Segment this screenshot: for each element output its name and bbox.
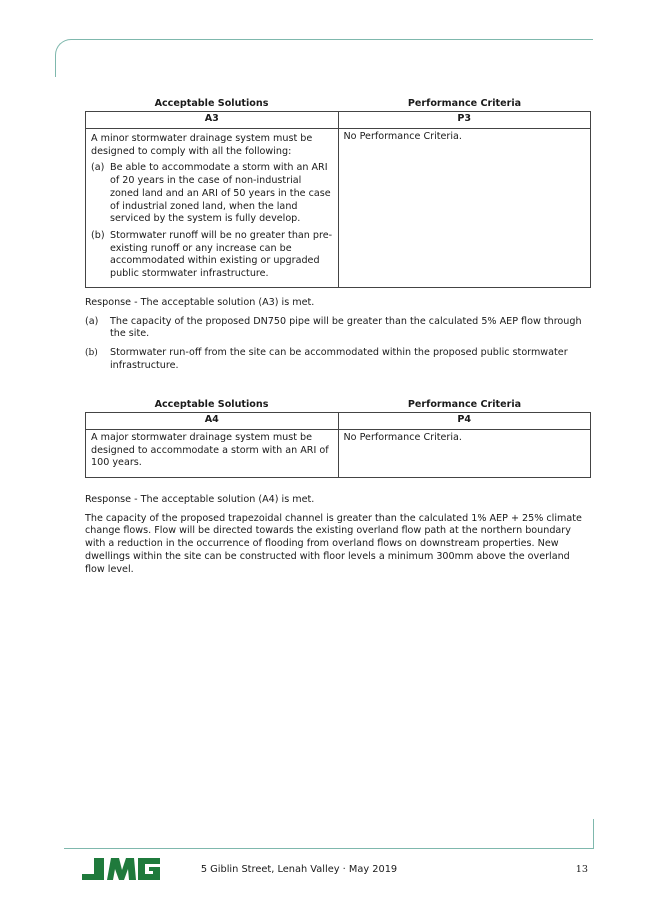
response-item-label: (b) [85,348,98,359]
table-header-a3 [85,97,591,111]
col-acceptable-solutions: Acceptable Solutions [154,399,269,410]
acceptable-solution-cell: A major stormwater drainage system must be designed to accommodate a storm with an ARI of 100 years. [86,430,339,478]
col-acceptable-solutions: Acceptable Solutions [154,98,269,109]
response-title: Response - The acceptable solution (A3) is met. [85,297,315,308]
response-item [85,316,591,341]
list-item-text: Be able to accommodate a storm with an ARI of 20 years in the case of non-industrial zoned land and an ARI of 50 years in the case of industrial zoned land, when the land serviced by the system is fully develop. [110,162,331,225]
list-item-label: (b) [91,229,105,241]
header-decoration [55,39,593,77]
footer-decoration [64,819,594,849]
response-title: Response - The acceptable solution (A4) is met. [85,494,315,505]
col-performance-criteria: Performance Criteria [407,98,522,109]
response-item-label: (a) [85,315,99,327]
response-a4 [85,494,591,576]
code-p4: P4 [338,413,591,430]
response-body: The capacity of the proposed trapezoidal channel is greater than the calculated 1% AEP + 25% climate change flows. Flow will be directed towards the existing overland flow path at the northern boundary with a reduction in the occurrence of flooding from overland flows on downstream properties. New dwellings within the site can be constructed with floor levels a minimum 300mm above the overland flow level. [85,512,582,575]
a3-list [91,162,333,280]
performance-criteria-cell: No Performance Criteria. [338,430,591,478]
response-item [85,347,591,372]
response-a3 [85,297,591,373]
table-header-a4 [85,398,591,412]
page-number: 13 [575,864,588,875]
footer-address: 5 Giblin Street, Lenah Valley · May 2019 [200,864,398,875]
acceptable-solution-cell [86,129,339,288]
col-performance-criteria: Performance Criteria [407,399,522,410]
a3-intro: A minor stormwater drainage system must be designed to comply with all the following: [91,133,313,157]
list-item [91,162,333,226]
requirements-table-a4 [85,412,591,478]
list-item [91,230,333,281]
section-a3 [85,97,591,288]
response-item-text: The capacity of the proposed DN750 pipe will be greater than the calculated 5% AEP flow through the site. [110,315,582,340]
code-a3: A3 [86,112,339,129]
requirements-table-a3 [85,111,591,288]
list-item-label: (a) [91,162,105,174]
list-item-text: Stormwater runoff will be no greater than pre-existing runoff or any increase can be accommodated within existing or upgraded public stormwater infrastructure. [110,229,333,280]
code-a4: A4 [86,413,339,430]
section-a4 [85,398,591,478]
performance-criteria-cell: No Performance Criteria. [338,129,591,288]
code-p3: P3 [338,112,591,129]
response-item-text: Stormwater run-off from the site can be accommodated within the proposed public stormwater infrastructure. [110,347,568,371]
